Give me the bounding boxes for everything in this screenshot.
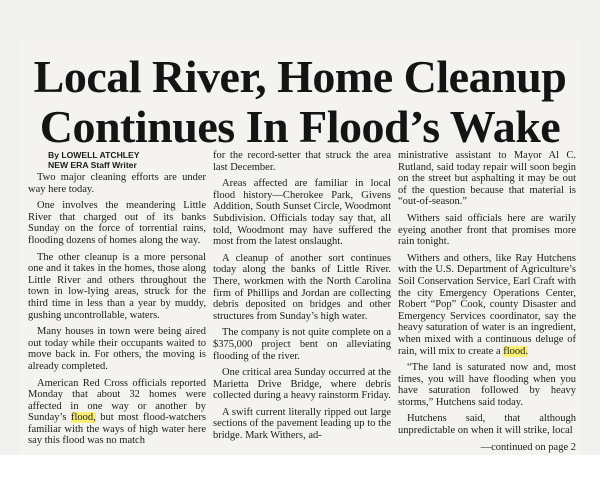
paragraph: ministrative assistant to Mayor Al C. Rutland, said today repair will soon begin on the street but asphalting it may be out of the question because that material is “out-of-season.” [398,150,576,208]
paragraph: One involves the meandering Little River that charged out of its banks Sunday on the force of torrential rains, flooding dozens of homes along the way. [28,200,206,246]
continued-on-page-2: —continued on page 2 [480,441,576,453]
paragraph: “The land is saturated now and, most times, you will have flooding when you have saturation followed by heavy storms,” Hutchens said today. [398,362,576,408]
highlighted-word: flood, [70,412,96,424]
article-column-1 [28,150,206,447]
headline-line-2: Continues In Flood’s Wake [39,101,561,152]
paragraph: Many houses in town were being aired out today while their occupants waited to move back in. For others, the moving is already completed. [28,326,206,372]
newspaper-clipping [20,40,580,460]
headline-line-1: Local River, Home Cleanup [33,51,567,102]
paragraph: A cleanup of another sort continues today along the banks of Little River. There, workmen with the North Carolina firm of Phillips and Jordan are collecting debris deposited on bridges and other structures from Sunday’s high water. [213,252,391,322]
byline-title: NEW ERA Staff Writer [48,160,137,170]
paragraph-text: American Red Cross officials reported Monday that about 32 homes were affected in one way or another by Sunday’s [28,377,206,424]
article-column-2 [213,150,391,442]
paragraph: One critical area Sunday occurred at the Marietta Drive Bridge, where debris collected during a heavy rainstorm Friday. [213,367,391,402]
byline-author: By LOWELL ATCHLEY [48,150,140,160]
paragraph: Two major cleaning efforts are under way here today. [28,172,206,195]
paragraph-text: but most flood-watchers familiar with the ways of high water here say this flood was no match [28,412,206,447]
paragraph: Areas affected are familiar in local flood history—Cherokee Park, Givens Addition, South Sunset Circle, Woodmont Subdivision. Officials today say that, all told, Woodmont may have suffered the most from the latest onslaught. [213,178,391,248]
article-column-3 [398,150,576,453]
paragraph: Withers said officials here are warily eyeing another front that promises more rain tonight. [398,212,576,248]
paragraph: A swift current literally ripped out large sections of the pavement leading up to the bridge. Mark Withers, ad- [213,406,391,442]
paragraph: The other cleanup is a more personal one and it takes in the homes, those along Little River and others throughout the town in low-lying areas, struck for the third time in less than a year by muddy, gushing uncontrollable, waters. [28,251,206,321]
highlighted-word: flood. [503,345,529,357]
paragraph [28,378,206,448]
paragraph: Hutchens said, that although unpredictable on when it will strike, local [398,413,576,437]
bottom-margin [0,455,600,500]
paragraph-text: Withers and others, like Ray Hutchens with the U.S. Department of Agriculture’s Soil Conservation Service, Earl Craft with the city Emergency Operations Center, Robert “Pop” Cook, county Disaster and Emergency Services coordinator, say the heavy saturation of water is an ingredient, when mixed with a continuous deluge of rain, will mix to create a [398,252,576,357]
paragraph: for the record-setter that struck the area last December. [213,150,391,173]
paragraph: The company is not quite complete on a $375,000 project bent on alleviating flooding of the river. [213,327,391,362]
paragraph [398,253,576,357]
